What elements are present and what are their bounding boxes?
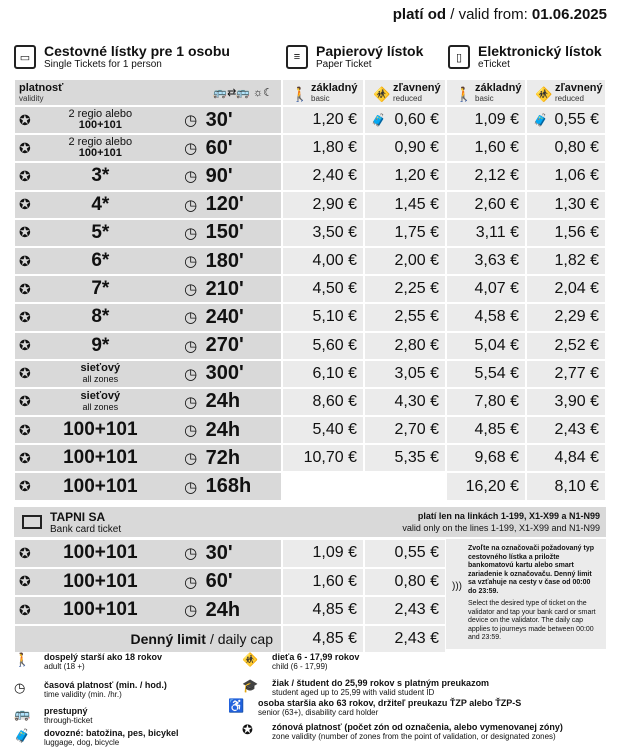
daily-cap-label: Denný limit / daily cap xyxy=(14,625,282,654)
paper-reduced-header: 🚸 zľavnený reduced xyxy=(364,79,446,106)
price-value: 2,55 € xyxy=(394,308,439,326)
e-basic-price: 1,09 € xyxy=(446,106,526,134)
daily-cap-basic: 4,85 € xyxy=(282,625,364,654)
legend-en: adult (18 +) xyxy=(44,662,85,671)
legend-sk: časová platnosť (min. / hod.) xyxy=(44,680,167,690)
paper-basic-header: 🚶 základný basic xyxy=(282,79,364,106)
legend-text xyxy=(258,698,521,717)
table-row xyxy=(14,303,606,331)
tapni-basic-price: 4,85 € xyxy=(282,596,364,625)
time-validity: 60' xyxy=(205,136,233,159)
price-value: 1,20 € xyxy=(394,167,439,185)
ticket-type xyxy=(14,162,282,190)
zone-icon: ✪ xyxy=(19,449,31,466)
zone-label: 3* xyxy=(91,165,110,187)
clock-icon: ◷ xyxy=(184,140,198,158)
e-reduced-price xyxy=(526,444,606,472)
price-value: 4,30 € xyxy=(394,392,439,410)
ticket-type xyxy=(14,275,282,303)
e-basic-price: 4,58 € xyxy=(446,303,526,331)
ticket-type xyxy=(14,303,282,331)
paper-ticket-icon: ≡ xyxy=(286,45,308,69)
validity-header: platnosť validity 🚌⇄🚌 ☼☾ xyxy=(14,79,282,106)
zone-label: 8* xyxy=(91,306,110,328)
luggage-icon: 🧳 xyxy=(14,728,31,743)
tapni-basic-price: 1,60 € xyxy=(282,568,364,597)
paper-basic-price: 5,60 € xyxy=(282,332,364,360)
clock-icon: ◷ xyxy=(184,281,198,299)
tickets-icon: ▭ xyxy=(14,45,36,69)
table-row xyxy=(14,472,606,500)
zone-line2: all zones xyxy=(82,401,119,412)
time-validity: 24h xyxy=(205,598,241,621)
legend-en: time validity (min. /hr.) xyxy=(44,690,122,699)
ticket-type xyxy=(14,191,282,219)
time-validity: 168h xyxy=(205,475,252,498)
ticket-type xyxy=(14,247,282,275)
zone-icon: ✪ xyxy=(19,573,31,590)
ticket-type xyxy=(14,568,282,597)
legend-text xyxy=(44,728,179,747)
e-basic-price: 4,07 € xyxy=(446,275,526,303)
table-row xyxy=(14,360,606,388)
price-value: 1,75 € xyxy=(394,223,439,241)
zone-label: 9* xyxy=(91,334,110,356)
paper-basic-price: 2,40 € xyxy=(282,162,364,190)
clock-icon: ◷ xyxy=(184,309,198,327)
tapni-header: TAPNI SA Bank card ticket platí len na linkách 1-199, X1-X99 a N1-N99 valid only on the lines 1-199, X1-X99 and N1-N99 xyxy=(14,507,606,537)
zone-label: 4* xyxy=(91,193,110,215)
clock-icon: ◷ xyxy=(184,365,198,383)
zone-label: 100+101 xyxy=(63,475,138,497)
paper-basic-price: 4,50 € xyxy=(282,275,364,303)
e-basic-price: 3,11 € xyxy=(446,219,526,247)
paper-basic-price: 5,40 € xyxy=(282,416,364,444)
ticket-type xyxy=(14,596,282,625)
zone-icon: ✪ xyxy=(19,601,31,618)
price-value: 2,43 € xyxy=(554,421,599,439)
paper-reduced-price xyxy=(364,332,446,360)
clock-icon: ◷ xyxy=(14,680,26,695)
clock-icon: ◷ xyxy=(184,545,198,563)
zone-icon: ✪ xyxy=(19,393,31,410)
legend-en: luggage, dog, bicycle xyxy=(44,738,120,747)
zone-line2: 100+101 xyxy=(78,119,122,132)
price-value: 2,80 € xyxy=(394,336,439,354)
paper-reduced-price xyxy=(364,191,446,219)
clock-icon: ◷ xyxy=(184,196,198,214)
paper-reduced-price xyxy=(364,360,446,388)
legend-sk: dospelý starší ako 18 rokov xyxy=(44,652,163,662)
table-row xyxy=(14,191,606,219)
eticket-header: ▯ Elektronický lístok eTicket xyxy=(448,40,602,74)
eticket-icon: ▯ xyxy=(448,45,470,69)
paper-reduced-price xyxy=(364,162,446,190)
student-icon: 🎓 xyxy=(242,678,259,693)
e-basic-price: 2,60 € xyxy=(446,191,526,219)
e-basic-price: 16,20 € xyxy=(446,472,526,500)
clock-icon: ◷ xyxy=(184,573,198,591)
price-value: 3,05 € xyxy=(394,364,439,382)
e-reduced-price xyxy=(526,360,606,388)
legend-en: senior (63+), disability card holder xyxy=(258,708,379,717)
price-value: 2,77 € xyxy=(554,364,599,382)
valid-from: platí od / valid from: 01.06.2025 xyxy=(392,6,607,23)
zone-label: 100+101 xyxy=(63,447,138,469)
price-value: 2,29 € xyxy=(554,308,599,326)
table-row xyxy=(14,134,606,162)
table-row xyxy=(14,275,606,303)
ticket-type xyxy=(14,134,282,162)
time-validity: 90' xyxy=(205,164,233,187)
price-value: 2,52 € xyxy=(554,336,599,354)
table-row xyxy=(14,106,606,134)
luggage-icon: 🧳 xyxy=(533,113,548,128)
clock-icon: ◷ xyxy=(184,168,198,186)
adult-icon: 🚶 xyxy=(291,86,309,102)
e-basic-price: 1,60 € xyxy=(446,134,526,162)
e-reduced-price xyxy=(526,416,606,444)
e-reduced-price xyxy=(526,247,606,275)
paper-basic-price: 4,00 € xyxy=(282,247,364,275)
zone-icon: ✪ xyxy=(19,544,31,561)
ticket-type xyxy=(14,388,282,416)
time-validity: 24h xyxy=(205,390,241,413)
bank-card-icon xyxy=(22,515,42,529)
ticket-type xyxy=(14,472,282,500)
legend-item xyxy=(14,680,224,699)
paper-reduced-price xyxy=(364,416,446,444)
time-validity: 72h xyxy=(205,446,241,469)
paper-basic-price: 3,50 € xyxy=(282,219,364,247)
clock-icon: ◷ xyxy=(184,478,198,496)
paper-reduced-price xyxy=(364,444,446,472)
zone-label: 100+101 xyxy=(63,570,138,592)
zone-icon: ✪ xyxy=(19,196,31,213)
e-reduced-price xyxy=(526,275,606,303)
price-value: 2,04 € xyxy=(554,280,599,298)
through-ticket-icon: 🚌 xyxy=(14,706,31,721)
e-basic-price: 5,54 € xyxy=(446,360,526,388)
paper-basic-price: 5,10 € xyxy=(282,303,364,331)
clock-icon: ◷ xyxy=(184,422,198,440)
clock-icon: ◷ xyxy=(184,253,198,271)
time-validity: 210' xyxy=(205,277,244,300)
table-row xyxy=(14,444,606,472)
paper-basic-price: 10,70 € xyxy=(282,444,364,472)
legend-text xyxy=(44,706,92,725)
zone-icon: ✪ xyxy=(242,722,253,737)
child-icon: 🚸 xyxy=(535,86,553,102)
paper-reduced-price xyxy=(364,472,446,500)
e-reduced-price xyxy=(526,472,606,500)
tapni-basic-price: 1,09 € xyxy=(282,539,364,568)
clock-icon: ◷ xyxy=(184,602,198,620)
legend-en: through-ticket xyxy=(44,716,93,725)
zone-label xyxy=(41,391,160,413)
clock-icon: ◷ xyxy=(184,112,198,130)
paper-reduced-price xyxy=(364,134,446,162)
child-icon: 🚸 xyxy=(242,652,259,667)
legend-item xyxy=(14,728,224,747)
legend-text xyxy=(44,652,162,671)
legend-item xyxy=(14,706,224,725)
ticket-type xyxy=(14,106,282,134)
zone-icon: ✪ xyxy=(19,139,31,156)
zone-line1: 2 regio alebo xyxy=(68,136,133,149)
ticket-type xyxy=(14,332,282,360)
time-validity: 24h xyxy=(205,418,241,441)
legend-text xyxy=(272,652,359,671)
paper-reduced-price xyxy=(364,219,446,247)
legend-en: child (6 - 17,99) xyxy=(272,662,328,671)
zone-line1: 2 regio alebo xyxy=(68,108,133,121)
price-table xyxy=(14,79,606,501)
price-value: 1,45 € xyxy=(394,195,439,213)
legend-item xyxy=(14,652,224,671)
e-reduced-price xyxy=(526,162,606,190)
zone-label: 5* xyxy=(91,221,110,243)
e-reduced-header: 🚸 zľavnený reduced xyxy=(526,79,606,106)
legend-sk: žiak / študent do 25,99 rokov s platným preukazom xyxy=(272,678,490,688)
paper-basic-price xyxy=(282,472,364,500)
price-value: 0,55 € xyxy=(554,111,599,129)
legend-item xyxy=(228,698,588,717)
table-row xyxy=(14,219,606,247)
tapni-reduced-price: 2,43 € xyxy=(364,596,446,625)
zone-icon: ✪ xyxy=(19,280,31,297)
zone-label xyxy=(41,363,160,385)
paper-reduced-price xyxy=(364,303,446,331)
clock-icon: ◷ xyxy=(184,450,198,468)
price-value: 8,10 € xyxy=(554,477,599,495)
ticket-type xyxy=(14,219,282,247)
zone-icon: ✪ xyxy=(19,167,31,184)
legend-item xyxy=(242,652,602,671)
zone-line2: all zones xyxy=(82,373,119,384)
price-value: 2,70 € xyxy=(394,421,439,439)
legend-en: student aged up to 25,99 with valid student ID xyxy=(272,688,435,697)
zone-icon: ✪ xyxy=(19,308,31,325)
legend-sk: prestupný xyxy=(44,706,88,716)
e-reduced-price xyxy=(526,191,606,219)
table-header xyxy=(14,79,606,106)
legend-sk: dovozné: batožina, pes, bicykel xyxy=(44,728,179,738)
zone-line1: sieťový xyxy=(80,389,121,402)
price-value: 0,90 € xyxy=(394,139,439,157)
zone-label: 7* xyxy=(91,278,110,300)
price-value: 2,00 € xyxy=(394,252,439,270)
zone-icon: ✪ xyxy=(19,337,31,354)
time-validity: 120' xyxy=(205,193,244,216)
e-reduced-price xyxy=(526,134,606,162)
legend-en: zone validity (number of zones from the point of validation, or designated zones) xyxy=(272,732,556,741)
e-basic-header: 🚶 základný basic xyxy=(446,79,526,106)
e-reduced-price xyxy=(526,332,606,360)
time-validity: 150' xyxy=(205,221,244,244)
zone-label: 6* xyxy=(91,250,110,272)
paper-reduced-price xyxy=(364,275,446,303)
zone-icon: ✪ xyxy=(19,421,31,438)
e-reduced-price xyxy=(526,106,606,134)
time-validity: 180' xyxy=(205,249,244,272)
paper-basic-price: 2,90 € xyxy=(282,191,364,219)
tapni-reduced-price: 0,80 € xyxy=(364,568,446,597)
time-validity: 270' xyxy=(205,334,244,357)
legend-item xyxy=(242,678,602,697)
single-tickets-header: ▭ Cestovné lístky pre 1 osobu Single Tickets for 1 person xyxy=(14,40,230,74)
price-value: 0,80 € xyxy=(554,139,599,157)
e-reduced-price xyxy=(526,388,606,416)
zone-line1: sieťový xyxy=(80,361,121,374)
price-value: 0,60 € xyxy=(394,111,439,129)
e-reduced-price xyxy=(526,303,606,331)
zone-line2: 100+101 xyxy=(78,147,122,160)
e-basic-price: 7,80 € xyxy=(446,388,526,416)
e-basic-price: 5,04 € xyxy=(446,332,526,360)
zone-label xyxy=(41,137,160,159)
price-value: 1,30 € xyxy=(554,195,599,213)
legend-text xyxy=(272,722,563,741)
daily-cap-reduced: 2,43 € xyxy=(364,625,446,654)
legend-sk: dieťa 6 - 17,99 rokov xyxy=(272,652,360,662)
clock-icon: ◷ xyxy=(184,224,198,242)
e-basic-price: 3,63 € xyxy=(446,247,526,275)
e-basic-price: 4,85 € xyxy=(446,416,526,444)
ticket-type xyxy=(14,416,282,444)
zone-label: 100+101 xyxy=(63,542,138,564)
paper-basic-price: 6,10 € xyxy=(282,360,364,388)
price-value: 3,90 € xyxy=(554,392,599,410)
paper-reduced-price xyxy=(364,388,446,416)
legend-text xyxy=(272,678,489,697)
ticket-type xyxy=(14,360,282,388)
paper-reduced-price xyxy=(364,106,446,134)
time-validity: 30' xyxy=(205,541,233,564)
paper-reduced-price xyxy=(364,247,446,275)
e-basic-price: 9,68 € xyxy=(446,444,526,472)
zone-icon: ✪ xyxy=(19,111,31,128)
child-icon: 🚸 xyxy=(373,86,391,102)
legend-text xyxy=(44,680,167,699)
tapni-info: ))) Zvoľte na označovači požadovaný typ cestovného lístka a priložte bankomatovú kartu alebo smart zariadenie k označovaču. Denný limit sa vzťahuje na cesty v čase od 00:00 do 23:59. Select the desired type of ticket on the validator and tap your bank card or smart device on the validator. The daily cap applies to journeys made between 00:00 and 23:59. xyxy=(446,539,606,649)
zone-label: 100+101 xyxy=(63,419,138,441)
clock-icon: ◷ xyxy=(184,393,198,411)
time-validity: 240' xyxy=(205,305,244,328)
zone-icon: ✪ xyxy=(19,224,31,241)
price-value: 1,82 € xyxy=(554,252,599,270)
zone-icon: ✪ xyxy=(19,478,31,495)
tapni-reduced-price: 0,55 € xyxy=(364,539,446,568)
transport-icons: 🚌⇄🚌 ☼☾ xyxy=(213,87,273,99)
paper-basic-price: 1,20 € xyxy=(282,106,364,134)
paper-basic-price: 1,80 € xyxy=(282,134,364,162)
paper-ticket-header: ≡ Papierový lístok Paper Ticket xyxy=(286,40,423,74)
legend-item xyxy=(242,722,602,741)
senior-icon: ♿ xyxy=(228,698,245,713)
time-validity: 30' xyxy=(205,108,233,131)
ticket-type xyxy=(14,539,282,568)
table-row xyxy=(14,416,606,444)
price-value: 1,06 € xyxy=(554,167,599,185)
zone-label xyxy=(41,109,160,131)
ticket-type xyxy=(14,444,282,472)
zone-label: 100+101 xyxy=(63,599,138,621)
zone-icon: ✪ xyxy=(19,365,31,382)
table-row xyxy=(14,162,606,190)
table-row xyxy=(14,388,606,416)
adult-icon: 🚶 xyxy=(455,86,473,102)
zone-icon: ✪ xyxy=(19,252,31,269)
legend-sk: osoba staršia ako 63 rokov, držiteľ preukazu ŤZP alebo ŤZP-S xyxy=(258,698,522,708)
table-row xyxy=(14,247,606,275)
contactless-icon: ))) xyxy=(452,581,462,592)
clock-icon: ◷ xyxy=(184,337,198,355)
adult-icon: 🚶 xyxy=(14,652,31,667)
price-value: 2,25 € xyxy=(394,280,439,298)
legend-sk: zónová platnosť (počet zón od označenia, alebo vymenovanej zóny) xyxy=(272,722,563,732)
time-validity: 300' xyxy=(205,362,244,385)
e-basic-price: 2,12 € xyxy=(446,162,526,190)
price-value: 5,35 € xyxy=(394,449,439,467)
time-validity: 60' xyxy=(205,570,233,593)
luggage-icon: 🧳 xyxy=(371,113,386,128)
price-value: 4,84 € xyxy=(554,449,599,467)
e-reduced-price xyxy=(526,219,606,247)
paper-basic-price: 8,60 € xyxy=(282,388,364,416)
price-value: 1,56 € xyxy=(554,223,599,241)
table-row xyxy=(14,332,606,360)
